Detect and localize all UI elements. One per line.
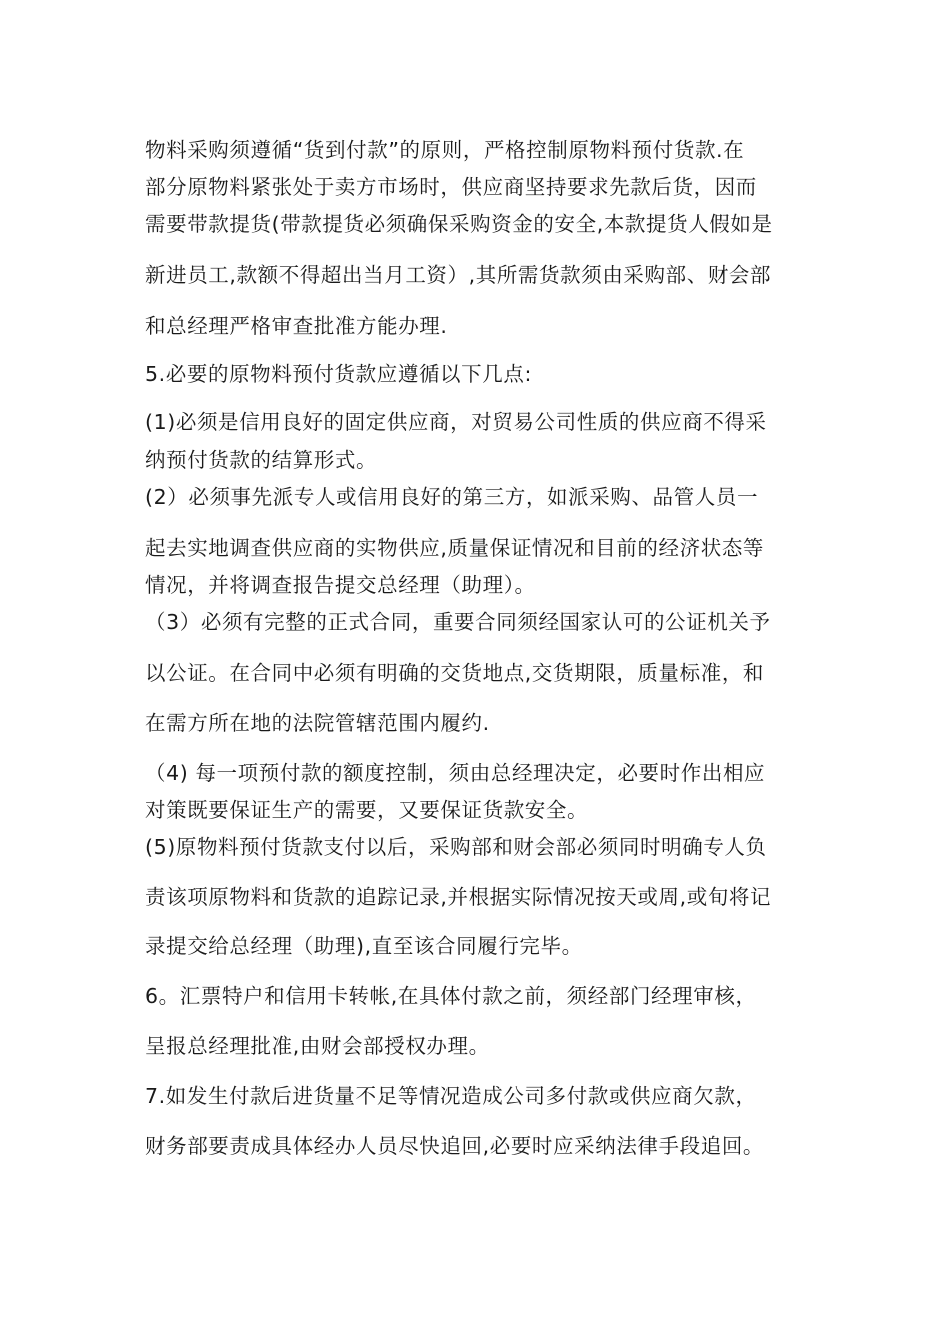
paragraph-line: 部分原物料紧张处于卖方市场时，供应商坚持要求先款后货，因而 [145, 175, 757, 199]
paragraph-line: (1)必须是信用良好的固定供应商，对贸易公司性质的供应商不得采 [145, 410, 767, 434]
paragraph-line: 呈报总经理批准,由财会部授权办理。 [145, 1034, 490, 1058]
section-heading: 5.必要的原物料预付货款应遵循以下几点: [145, 362, 532, 386]
paragraph-line: 录提交给总经理（助理),直至该合同履行完毕。 [145, 934, 583, 958]
paragraph-line: 起去实地调查供应商的实物供应,质量保证情况和目前的经济状态等 [145, 536, 765, 560]
paragraph-line: 情况，并将调查报告提交总经理（助理）。 [145, 573, 536, 597]
paragraph-line: 和总经理严格审查批准方能办理. [145, 314, 448, 338]
section-heading: 6。汇票特户和信用卡转帐,在具体付款之前，须经部门经理审核， [145, 984, 757, 1008]
paragraph-line: （4) 每一项预付款的额度控制，须由总经理决定，必要时作出相应 [145, 761, 766, 785]
paragraph-line: 需要带款提货(带款提货必须确保采购资金的安全,本款提货人假如是 [145, 212, 773, 236]
paragraph-line: （3）必须有完整的正式合同，重要合同须经国家认可的公证机关予 [145, 610, 771, 634]
paragraph-line: 物料采购须遵循“货到付款”的原则，严格控制原物料预付货款.在 [145, 138, 745, 162]
paragraph-line: 责该项原物料和货款的追踪记录,并根据实际情况按天或周,或旬将记 [145, 885, 772, 909]
paragraph-line: 以公证。在合同中必须有明确的交货地点,交货期限，质量标准，和 [145, 661, 765, 685]
paragraph-line: (2）必须事先派专人或信用良好的第三方，如派采购、品管人员一 [145, 485, 759, 509]
paragraph-line: 在需方所在地的法院管辖范围内履约. [145, 711, 490, 735]
paragraph-line: 纳预付货款的结算形式。 [145, 448, 378, 472]
paragraph-line: 新进员工,款额不得超出当月工资）,其所需货款须由采购部、财会部 [145, 263, 772, 287]
paragraph-line: 对策既要保证生产的需要，又要保证货款安全。 [145, 798, 589, 822]
paragraph-line: 财务部要责成具体经办人员尽快追回,必要时应采纳法律手段追回。 [145, 1134, 765, 1158]
paragraph-line: (5)原物料预付货款支付以后，采购部和财会部必须同时明确专人负 [145, 835, 767, 859]
section-heading: 7.如发生付款后进货量不足等情况造成公司多付款或供应商欠款， [145, 1084, 757, 1108]
